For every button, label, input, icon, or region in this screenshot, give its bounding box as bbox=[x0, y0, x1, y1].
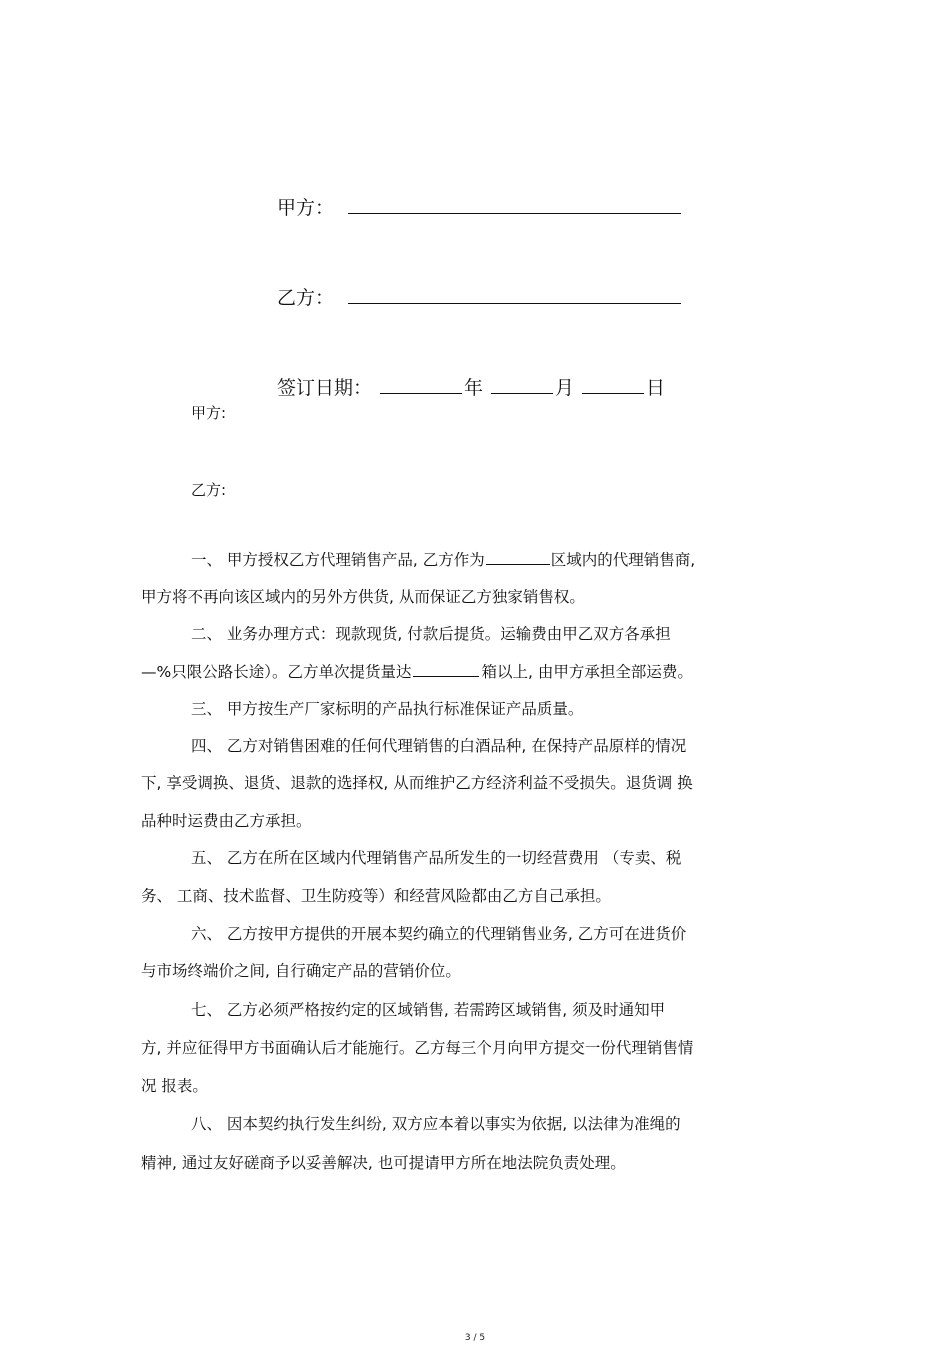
quantity-blank bbox=[413, 661, 479, 677]
clause-7-line-3: 况 报表。 bbox=[141, 1077, 208, 1095]
region-blank bbox=[486, 549, 550, 565]
page-number: 3 / 5 bbox=[464, 1333, 486, 1343]
month-label: 月 bbox=[555, 377, 575, 399]
year-label: 年 bbox=[464, 377, 484, 399]
clause-1-text-a: 一、 甲方授权乙方代理销售产品, 乙方作为 bbox=[191, 551, 485, 569]
clause-4-line-3: 品种时运费由乙方承担。 bbox=[141, 812, 312, 830]
party-a-line: 甲方: bbox=[191, 404, 227, 422]
clause-3-line: 三、 甲方按生产厂家标明的产品执行标准保证产品质量。 bbox=[191, 700, 584, 718]
clause-1-text-b: 区域内的代理销售商, bbox=[550, 551, 696, 569]
party-b-blank bbox=[348, 286, 681, 304]
clause-2-text-b: 箱以上, 由甲方承担全部运费。 bbox=[481, 663, 693, 681]
clause-2-line-1: 二、 业务办理方式：现款现货, 付款后提货。运输费由甲乙双方各承担 bbox=[191, 625, 671, 643]
cover-party-b-label: 乙方： bbox=[277, 287, 335, 309]
clause-8-line-2: 精神, 通过友好磋商予以妥善解决, 也可提请甲方所在地法院负责处理。 bbox=[141, 1154, 626, 1172]
clause-1-line-1 bbox=[191, 549, 695, 570]
clause-2-line-2 bbox=[141, 661, 693, 682]
year-blank bbox=[380, 376, 462, 394]
day-blank bbox=[582, 376, 644, 394]
clause-6-line-1: 六、 乙方按甲方提供的开展本契约确立的代理销售业务, 乙方可在进货价 bbox=[191, 925, 687, 943]
clause-7-line-2: 方, 并应征得甲方书面确认后才能施行。乙方每三个月向甲方提交一份代理销售情 bbox=[141, 1039, 694, 1057]
cover-party-a-row bbox=[277, 196, 681, 220]
clause-5-line-1: 五、 乙方在所在区域内代理销售产品所发生的一切经营费用 （专卖、税 bbox=[191, 849, 682, 867]
cover-party-a-label: 甲方： bbox=[277, 197, 335, 219]
clause-4-line-2: 下, 享受调换、退货、退款的选择权, 从而维护乙方经济利益不受损失。退货调 换 bbox=[141, 774, 693, 792]
clause-8-line-1: 八、 因本契约执行发生纠纷, 双方应本着以事实为依据, 以法律为准绳的 bbox=[191, 1115, 681, 1133]
cover-party-b-row bbox=[277, 286, 681, 310]
clause-1-line-2: 甲方将不再向该区域内的另外方供货, 从而保证乙方独家销售权。 bbox=[141, 588, 585, 606]
party-b-line: 乙方: bbox=[191, 481, 227, 499]
clause-2-text-a: —%只限公路长途）。乙方单次提货量达 bbox=[141, 663, 412, 681]
month-blank bbox=[491, 376, 553, 394]
signing-date-row bbox=[277, 376, 665, 400]
clause-5-line-2: 务、 工商、技术监督、卫生防疫等）和经营风险都由乙方自己承担。 bbox=[141, 887, 611, 905]
party-a-blank bbox=[348, 196, 681, 214]
day-label: 日 bbox=[646, 377, 666, 399]
clause-6-line-2: 与市场终端价之间, 自行确定产品的营销价位。 bbox=[141, 962, 461, 980]
clause-7-line-1: 七、 乙方必须严格按约定的区域销售, 若需跨区域销售, 须及时通知甲 bbox=[191, 1001, 666, 1019]
clause-4-line-1: 四、 乙方对销售困难的任何代理销售的白酒品种, 在保持产品原样的情况 bbox=[191, 737, 687, 755]
signing-date-label: 签订日期： bbox=[277, 377, 373, 399]
